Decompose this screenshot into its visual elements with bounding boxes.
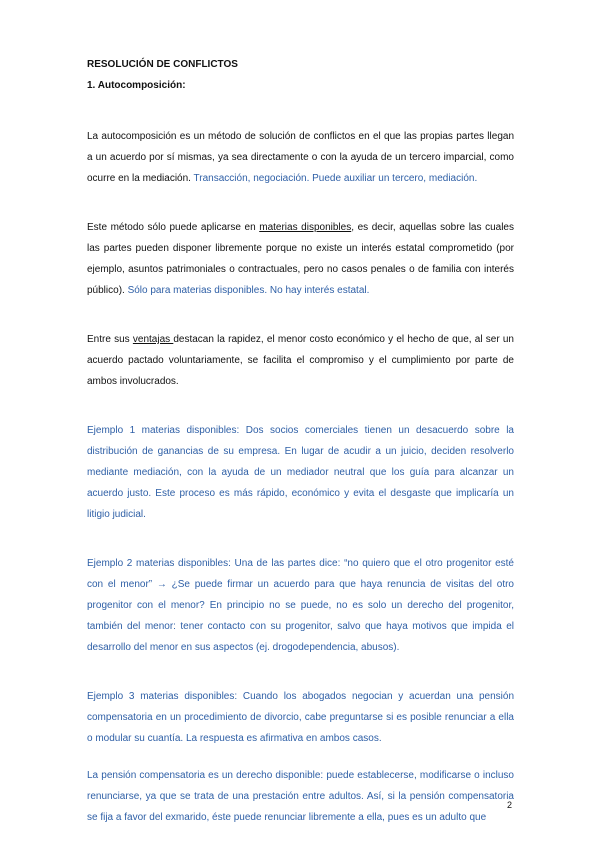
example-3: Ejemplo 3 materias disponibles: Cuando los abogados negocian y acuerdan una pensión compensatoria en un procedimiento de divorcio, cabe preguntarse si es posible renunciar a ella o modular su cuantía. La respuesta es afirmativa en ambos casos. [87, 691, 514, 744]
paragraph-text: La autocomposición es un método de solución de conflictos en el que las propias partes llegan a un acuerdo por sí mismas, ya sea directamente o con la ayuda de un tercero imparcial, como ocurre en la mediación. [87, 131, 514, 184]
paragraph-advantages [87, 329, 514, 392]
paragraph-definition [87, 126, 514, 189]
margin-note: Transacción, negociación. Puede auxiliar un tercero, mediación. [193, 173, 478, 184]
page-number: 2 [507, 800, 513, 810]
page-content [87, 54, 514, 828]
example-1: Ejemplo 1 materias disponibles: Dos socios comerciales tienen un desacuerdo sobre la distribución de ganancias de su empresa. En lugar de acudir a un juicio, deciden resolverlo mediante mediación, con la ayuda de un mediador neutral que los guía para alcanzar un acuerdo justo. Este proceso es más rápido, económico y evita el desgaste que implicaría un litigio judicial. [87, 425, 514, 520]
paragraph-text: Este método sólo puede aplicarse en [87, 222, 260, 233]
section-heading: 1. Autocomposición: [87, 80, 186, 91]
margin-note: Sólo para materias disponibles. No hay interés estatal. [127, 285, 370, 296]
document-title: RESOLUCIÓN DE CONFLICTOS [87, 59, 238, 70]
paragraph-text: destacan la rapidez, el menor costo económico y el hecho de que, al ser un acuerdo pactado voluntariamente, se facilita el compromiso y el cumplimiento por parte de ambos involucrados. [87, 334, 514, 387]
paragraph-pension: La pensión compensatoria es un derecho disponible: puede establecerse, modificarse o incluso renunciarse, ya que se trata de una prestación entre adultos. Así, si la pensión compensatoria se fija a favor del exmarido, éste puede renunciar libremente a ella, pues es un adulto que [87, 770, 514, 823]
example-2: Ejemplo 2 materias disponibles: Una de las partes dice: “no quiero que el otro progenitor esté con el menor” → ¿Se puede firmar un acuerdo para que haya renuncia de visitas del otro progenitor con el menor? En principio no se puede, no es solo un derecho del progenitor, también del menor: tener contacto con su progenitor, salvo que haya motivos que impida el desarrollo del menor en sus aspectos (ej. drogodependencia, abusos). [87, 558, 514, 653]
paragraph-text: , es decir, aquellas sobre las cuales las partes pueden disponer libremente porque no existe un interés estatal comprometido (por ejemplo, asuntos patrimoniales o contractuales, pero no casos penales o de familia con interés público). [87, 222, 514, 296]
paragraph-scope [87, 217, 514, 301]
underlined-term: materias disponibles [259, 222, 352, 233]
underlined-term: ventajas [132, 334, 174, 345]
paragraph-text: Entre sus [87, 334, 133, 345]
